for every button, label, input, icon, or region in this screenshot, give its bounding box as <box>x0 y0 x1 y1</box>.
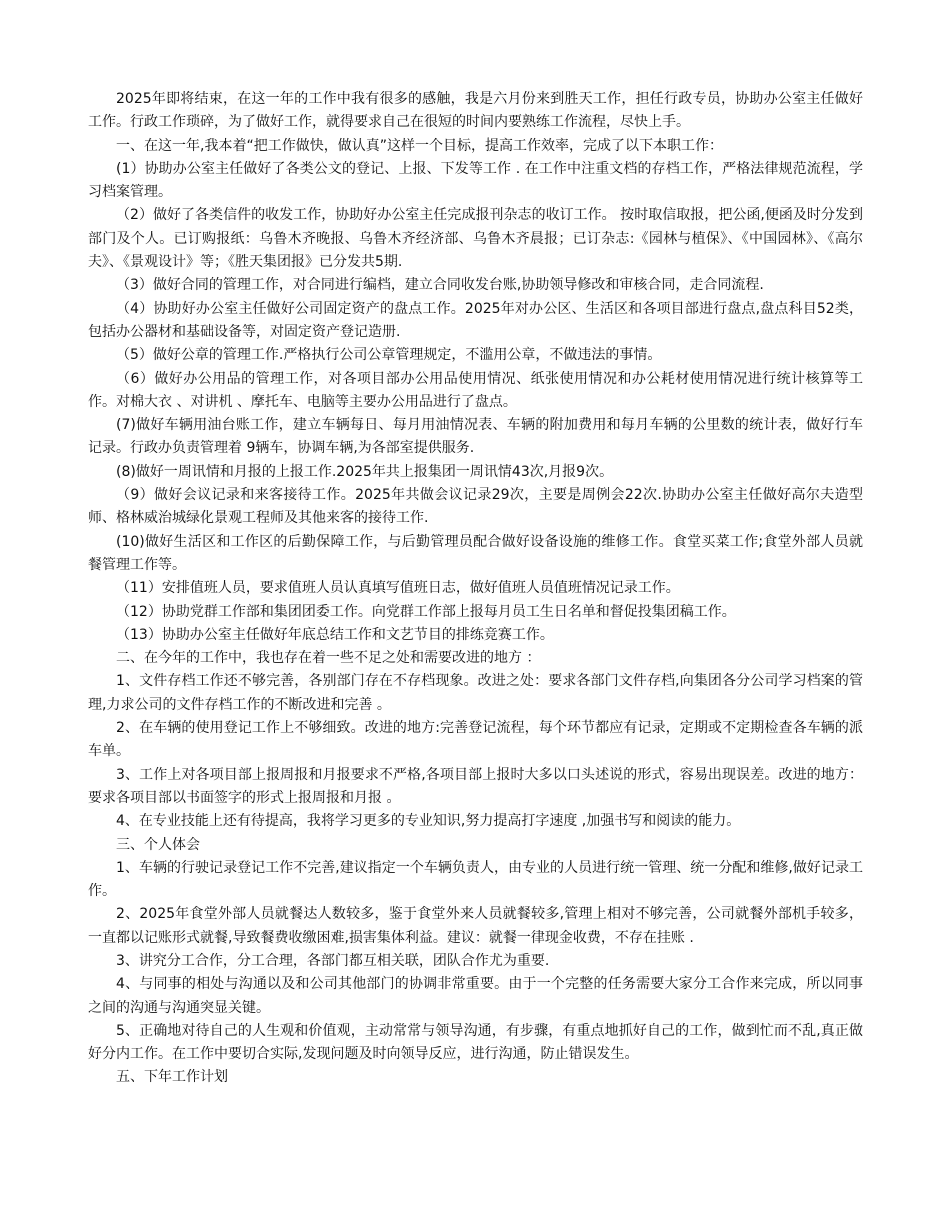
reflection-item-2: 2、2025年食堂外部人员就餐达人数较多，鉴于食堂外来人员就餐较多,管理上相对不够完善，公司就餐外部机手较多，一直都以记账形式就餐,导致餐费收缴困难,损害集体利益。建议：就餐一律现金收费，不存在挂账 . <box>88 906 863 946</box>
improvement-item-4: 4、在专业技能上还有待提高，我将学习更多的专业知识,努力提高打字速度 ,加强书写和阅读的能力。 <box>116 813 741 830</box>
reflection-item-1: 1、车辆的行驶记录登记工作不完善,建议指定一个车辆负责人，由专业的人员进行统一管理、统一分配和维修,做好记录工作。 <box>88 859 863 900</box>
list-item-2: （2）做好了各类信件的收发工作，协助好办公室主任完成报刊杂志的收订工作。 按时取信取报，把公函,便函及时分发到部门及个人。已订购报纸：乌鲁木齐晚报、乌鲁木齐经济部、乌鲁木齐晨报；已订杂志:《园林与植保》、《中国园林》、《高尔夫》、《景观设计》等；《胜天集团报》已分发共5期. <box>88 207 863 271</box>
list-item-5: （5）做好公章的管理工作.严格执行公司公章管理规定，不滥用公章，不做违法的事情。 <box>116 347 662 364</box>
list-item-4: （4）协助好办公室主任做好公司固定资产的盘点工作。2025年对办公区、生活区和各项目部进行盘点,盘点科目52类，包括办公器材和基础设备等，对固定资产登记造册. <box>88 300 863 340</box>
reflection-item-4: 4、与同事的相处与沟通以及和公司其他部门的协调非常重要。由于一个完整的任务需要大家分工合作来完成，所以同事之间的沟通与沟通突显关键。 <box>88 976 863 1016</box>
document-body <box>88 88 863 1090</box>
heading-section-5: 五、下年工作计划 <box>116 1069 228 1086</box>
heading-section-1: 一、在这一年,我本着“把工作做快，做认真”这样一个目标，提高工作效率，完成了以下本职工作： <box>116 137 723 154</box>
list-item-10: (10)做好生活区和工作区的后勤保障工作，与后勤管理员配合做好设备设施的维修工作。食堂买菜工作;食堂外部人员就餐管理工作等。 <box>88 533 863 573</box>
list-item-7: (7)做好车辆用油台账工作，建立车辆每日、每月用油情况表、车辆的附加费用和每月车辆的公里数的统计表，做好行车记录。行政办负责管理着 9辆车，协调车辆,为各部室提供服务. <box>88 417 863 457</box>
list-item-9: （9）做好会议记录和来客接待工作。2025年共做会议记录29次，主要是周例会22次.协助办公室主任做好高尔夫造型师、格林威治城绿化景观工程师及其他来客的接待工作. <box>88 487 863 527</box>
list-item-1: (1）协助办公室主任做好了各类公文的登记、上报、下发等工作 . 在工作中注重文档的存档工作，严格法律规范流程，学习档案管理。 <box>88 160 863 201</box>
reflection-item-5: 5、正确地对待自己的人生观和价值观，主动常常与领导沟通，有步骤，有重点地抓好自己的工作，做到忙而不乱,真正做好分内工作。在工作中要切合实际,发现问题及时向领导反应，进行沟通，防止错误发生。 <box>88 1022 863 1063</box>
improvement-item-2: 2、在车辆的使用登记工作上不够细致。改进的地方:完善登记流程，每个环节都应有记录，定期或不定期检查各车辆的派车单。 <box>88 720 863 760</box>
improvement-item-1: 1、文件存档工作还不够完善，各别部门存在不存档现象。改进之处：要求各部门文件存档,向集团各分公司学习档案的管理,力求公司的文件存档工作的不断改进和完善 。 <box>88 673 863 713</box>
list-item-8: (8)做好一周讯情和月报的上报工作.2025年共上报集团一周讯情43次,月报9次。 <box>116 463 614 480</box>
list-item-11: （11）安排值班人员，要求值班人员认真填写值班日志，做好值班人员值班情况记录工作。 <box>116 580 680 597</box>
list-item-3: （3）做好合同的管理工作，对合同进行编档，建立合同收发台账,协助领导修改和审核合同，走合同流程. <box>116 277 764 294</box>
paragraph-intro: 2025年即将结束，在这一年的工作中我有很多的感触，我是六月份来到胜天工作，担任行政专员，协助办公室主任做好工作。行政工作琐碎，为了做好工作，就得要求自己在很短的时间内要熟练工作流程，尽快上手。 <box>88 91 863 131</box>
improvement-item-3: 3、工作上对各项目部上报周报和月报要求不严格,各项目部上报时大多以口头述说的形式，容易出现误差。改进的地方：要求各项目部以书面签字的形式上报周报和月报 。 <box>88 766 863 806</box>
list-item-6: （6）做好办公用品的管理工作，对各项目部办公用品使用情况、纸张使用情况和办公耗材使用情况进行统计核算等工作。对棉大衣 、对讲机 、摩托车、电脑等主要办公用品进行了盘点。 <box>88 370 863 410</box>
heading-section-2: 二、在今年的工作中，我也存在着一些不足之处和需要改进的地方 ： <box>116 650 541 667</box>
list-item-12: （12）协助党群工作部和集团团委工作。向党群工作部上报每月员工生日名单和督促投集团稿工作。 <box>116 603 736 620</box>
list-item-13: （13）协助办公室主任做好年底总结工作和文艺节目的排练竞赛工作。 <box>116 626 554 643</box>
heading-section-3: 三、个人体会 <box>116 836 200 853</box>
reflection-item-3: 3、讲究分工合作，分工合理，各部门都互相关联，团队合作尤为重要. <box>116 952 550 969</box>
